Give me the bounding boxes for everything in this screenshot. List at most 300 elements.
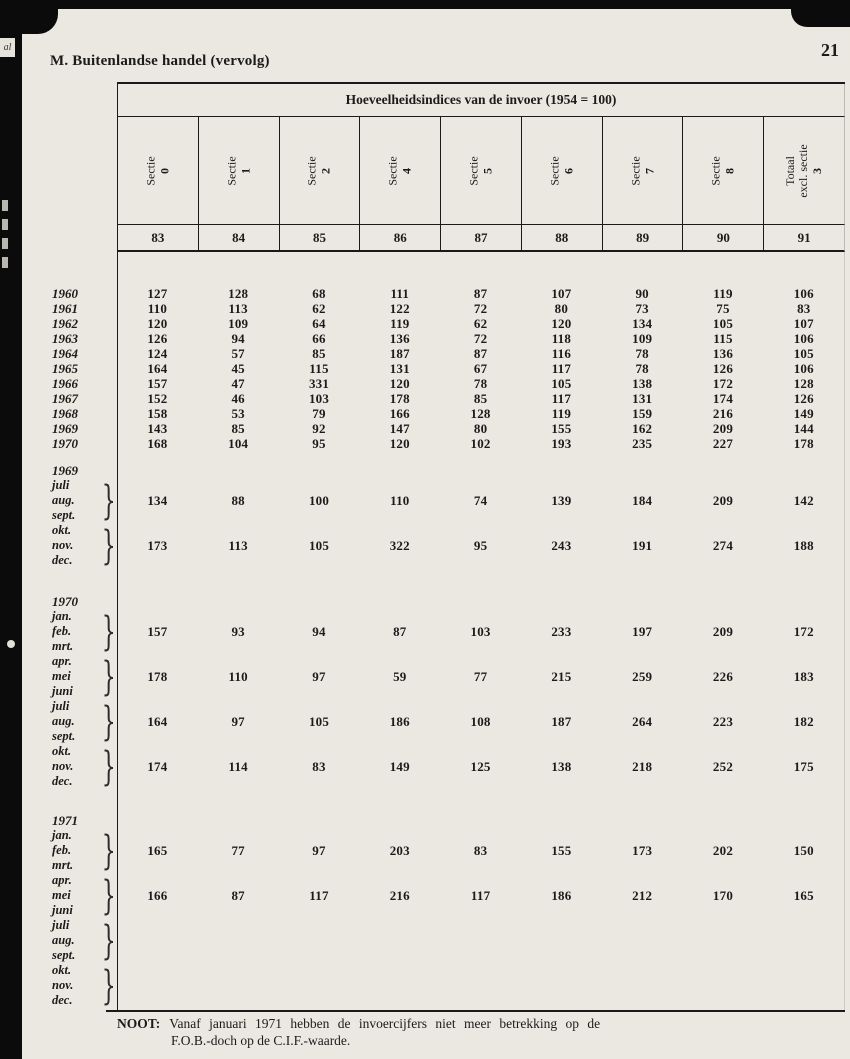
quarter-months	[52, 478, 117, 523]
column-number: 8	[722, 167, 737, 174]
value-cell: 157	[147, 623, 168, 639]
month-stack	[52, 609, 101, 654]
value-cell: 178	[389, 390, 410, 406]
quarter-brace	[101, 873, 117, 918]
value-cell: 126	[793, 390, 814, 406]
yearly-row	[52, 406, 845, 421]
month-label: sept.	[52, 729, 76, 743]
yearly-row	[52, 361, 845, 376]
column-number: 0	[157, 167, 172, 174]
value-cell: 186	[389, 713, 410, 729]
value-cell: 120	[389, 435, 410, 451]
value-cell: 164	[147, 360, 168, 376]
value-cell: 182	[793, 713, 814, 729]
month-label: apr.	[52, 654, 72, 668]
value-cell: 128	[228, 285, 249, 301]
value-cell: 166	[389, 405, 410, 421]
column-header-rotated	[468, 156, 495, 185]
month-stack	[52, 918, 101, 963]
month-label: aug.	[52, 714, 75, 728]
month-label: feb.	[52, 843, 72, 857]
value-cell: 93	[231, 623, 245, 639]
value-cell: 77	[231, 842, 245, 858]
value-cell: 105	[551, 375, 572, 391]
quarter-months	[52, 523, 117, 568]
quarter-row	[52, 654, 845, 699]
value-cell: 157	[147, 375, 168, 391]
value-cell: 120	[551, 315, 572, 331]
yearly-row	[52, 316, 845, 331]
value-cell: 94	[312, 623, 326, 639]
brace-icon: }	[102, 827, 117, 874]
value-cell: 215	[551, 668, 572, 684]
month-label: juni	[52, 903, 73, 917]
value-cell: 78	[635, 345, 649, 361]
quarter-row	[52, 609, 845, 654]
value-cell: 274	[712, 537, 734, 553]
quarter-values	[117, 609, 844, 654]
column-code: 89	[603, 225, 684, 250]
value-cell: 152	[147, 390, 168, 406]
column-code: 83	[118, 225, 199, 250]
value-cell: 203	[389, 842, 410, 858]
month-label: juli	[52, 478, 70, 492]
column-header	[683, 117, 764, 224]
column-label: Sectie	[143, 155, 158, 186]
value-cell: 216	[389, 887, 410, 903]
month-stack	[52, 654, 101, 699]
table-title: Hoeveelheidsindices van de invoer (1954 = 100)	[117, 84, 845, 117]
value-cell: 235	[632, 435, 653, 451]
column-header	[764, 117, 844, 224]
quarter-brace	[101, 654, 117, 699]
month-label: dec.	[52, 993, 73, 1007]
brace-icon: }	[102, 743, 117, 790]
value-cell: 252	[712, 758, 734, 774]
column-header	[199, 117, 280, 224]
value-cell: 106	[793, 360, 814, 376]
quarter-brace	[101, 478, 117, 523]
yearly-row	[52, 376, 845, 391]
quarter-brace	[101, 523, 117, 568]
column-header	[603, 117, 684, 224]
month-stack	[52, 963, 101, 1008]
value-cell: 87	[231, 887, 245, 903]
monthly-sections	[52, 463, 845, 1008]
value-cell: 117	[551, 360, 572, 376]
value-cell: 85	[231, 420, 245, 436]
quarter-row	[52, 699, 845, 744]
value-cell: 162	[632, 420, 653, 436]
yearly-row	[52, 286, 845, 301]
yearly-row	[52, 391, 845, 406]
scan-corner-top-right	[791, 0, 850, 27]
value-cell: 113	[228, 300, 248, 316]
value-cell: 187	[551, 713, 572, 729]
value-cell: 122	[389, 300, 410, 316]
year-label: 1964	[52, 345, 78, 361]
column-label: Sectie	[628, 155, 643, 186]
month-stack	[52, 523, 101, 568]
column-header-rotated	[144, 156, 171, 185]
value-cell: 159	[632, 405, 653, 421]
document-page	[22, 9, 850, 1059]
value-cell: 87	[393, 623, 407, 639]
column-header	[522, 117, 603, 224]
column-code: 85	[280, 225, 361, 250]
value-cell: 172	[793, 623, 814, 639]
value-cell: 80	[473, 420, 488, 436]
quarter-brace	[101, 609, 117, 654]
month-stack	[52, 744, 101, 789]
value-cell: 165	[793, 887, 814, 903]
column-label: Sectie	[466, 155, 481, 186]
value-cell: 103	[308, 390, 330, 406]
scan-artifact	[2, 219, 8, 230]
column-header	[280, 117, 361, 224]
quarter-row	[52, 478, 845, 523]
month-label: dec.	[52, 774, 73, 788]
quarter-brace	[101, 918, 117, 963]
quarter-months	[52, 828, 117, 873]
value-cell: 67	[473, 360, 488, 376]
value-cell: 227	[712, 435, 734, 451]
value-cell: 87	[473, 345, 488, 361]
column-header-rotated	[710, 156, 737, 185]
year-label: 1960	[52, 285, 78, 301]
quarter-values	[117, 478, 844, 523]
value-cell: 155	[551, 842, 572, 858]
value-cell: 202	[712, 842, 734, 858]
quarter-months	[52, 963, 117, 1008]
quarter-row	[52, 873, 845, 918]
value-cell: 95	[312, 435, 326, 451]
value-cell: 85	[473, 390, 488, 406]
value-cell: 47	[231, 375, 245, 391]
column-number: 2	[318, 167, 333, 174]
quarter-brace	[101, 699, 117, 744]
year-label: 1969	[52, 420, 78, 436]
value-cell: 183	[793, 668, 814, 684]
value-cell: 119	[390, 315, 410, 331]
value-cell: 105	[308, 537, 330, 553]
brace-icon: }	[102, 917, 117, 964]
value-cell: 127	[147, 285, 168, 301]
value-cell: 175	[793, 758, 814, 774]
value-cell: 149	[389, 758, 410, 774]
value-cell: 74	[473, 492, 488, 508]
value-cell: 187	[389, 345, 410, 361]
footnote-label: NOOT:	[117, 1016, 161, 1031]
month-label: mei	[52, 888, 71, 902]
value-cell: 106	[793, 285, 814, 301]
column-label: Sectie	[547, 155, 562, 186]
value-cell: 172	[712, 375, 734, 391]
yearly-rows	[52, 286, 845, 451]
value-cell: 165	[147, 842, 168, 858]
year-label: 1971	[52, 813, 78, 828]
value-cell: 80	[554, 300, 569, 316]
month-label: juli	[52, 699, 70, 713]
value-cell: 75	[716, 300, 730, 316]
value-cell: 136	[712, 345, 734, 361]
value-cell: 106	[793, 330, 814, 346]
value-cell: 59	[393, 668, 407, 684]
table-frame	[117, 82, 845, 252]
year-label: 1970	[52, 594, 78, 609]
value-cell: 115	[309, 360, 329, 376]
value-cell: 66	[312, 330, 326, 346]
month-label: nov.	[52, 759, 74, 773]
month-label: okt.	[52, 963, 72, 977]
value-cell: 79	[312, 405, 326, 421]
value-cell: 111	[390, 285, 410, 301]
value-cell: 116	[551, 345, 572, 361]
value-cell: 78	[473, 375, 488, 391]
table-bottom-border	[106, 1010, 845, 1012]
quarter-values	[117, 654, 844, 699]
value-cell: 212	[632, 887, 653, 903]
value-cell: 73	[635, 300, 649, 316]
quarter-months	[52, 699, 117, 744]
year-label: 1962	[52, 315, 78, 331]
month-label: dec.	[52, 553, 73, 567]
column-header-row	[117, 117, 845, 225]
value-cell: 105	[308, 713, 330, 729]
month-label: nov.	[52, 538, 74, 552]
quarter-row	[52, 828, 845, 873]
value-cell: 68	[312, 285, 326, 301]
column-code: 88	[522, 225, 603, 250]
value-cell: 218	[632, 758, 653, 774]
value-cell: 223	[712, 713, 734, 729]
value-cell: 87	[473, 285, 488, 301]
value-cell: 110	[228, 668, 248, 684]
value-cell: 134	[147, 492, 168, 508]
value-cell: 83	[312, 758, 326, 774]
page-number: 21	[821, 40, 839, 60]
value-cell: 94	[231, 330, 245, 346]
value-cell: 233	[551, 623, 572, 639]
month-label: mrt.	[52, 639, 74, 653]
quarter-row	[52, 523, 845, 568]
value-cell: 209	[712, 420, 734, 436]
value-cell: 128	[793, 375, 814, 391]
value-cell: 331	[308, 375, 330, 391]
brace-icon: }	[102, 522, 117, 569]
footnote	[117, 1016, 807, 1049]
value-cell: 197	[632, 623, 653, 639]
value-cell: 168	[147, 435, 168, 451]
value-cell: 136	[389, 330, 410, 346]
value-cell: 131	[632, 390, 653, 406]
value-cell: 134	[632, 315, 653, 331]
month-label: nov.	[52, 978, 74, 992]
scan-artifact	[2, 238, 8, 249]
brace-icon: }	[102, 608, 117, 655]
month-label: jan.	[52, 609, 72, 623]
value-cell: 150	[793, 842, 814, 858]
month-label: juni	[52, 684, 73, 698]
column-number: 1	[238, 167, 253, 174]
value-cell: 83	[797, 300, 811, 316]
value-cell: 115	[713, 330, 733, 346]
value-cell: 114	[228, 758, 248, 774]
month-label: mei	[52, 669, 71, 683]
value-cell: 184	[632, 492, 653, 508]
column-header	[441, 117, 522, 224]
column-header	[118, 117, 199, 224]
month-label: feb.	[52, 624, 72, 638]
value-cell: 119	[551, 405, 572, 421]
value-cell: 62	[473, 315, 488, 331]
value-cell: 173	[147, 537, 168, 553]
brace-icon: }	[102, 698, 117, 745]
yearly-row	[52, 301, 845, 316]
quarter-values	[117, 523, 844, 568]
quarter-months	[52, 918, 117, 963]
value-cell: 125	[470, 758, 491, 774]
value-cell: 131	[389, 360, 410, 376]
value-cell: 259	[632, 668, 653, 684]
monthly-section	[52, 813, 845, 1008]
footnote-line-1	[117, 1016, 807, 1032]
value-cell: 120	[147, 315, 168, 331]
value-cell: 186	[551, 887, 572, 903]
value-cell: 53	[231, 405, 245, 421]
column-header-rotated	[225, 156, 252, 185]
scan-artifact	[2, 200, 8, 211]
monthly-section	[52, 463, 845, 568]
monthly-section	[52, 594, 845, 789]
value-cell: 118	[551, 330, 572, 346]
value-cell: 88	[231, 492, 245, 508]
month-label: juli	[52, 918, 70, 932]
month-label: sept.	[52, 948, 76, 962]
column-code: 86	[360, 225, 441, 250]
value-cell: 102	[470, 435, 491, 451]
month-label: okt.	[52, 744, 72, 758]
column-header-rotated	[629, 156, 656, 185]
column-code: 87	[441, 225, 522, 250]
table-body	[52, 259, 845, 1008]
quarter-months	[52, 873, 117, 918]
value-cell: 144	[793, 420, 814, 436]
value-cell: 178	[793, 435, 814, 451]
column-label: Sectie	[304, 155, 319, 186]
value-cell: 166	[147, 887, 168, 903]
value-cell: 97	[312, 668, 326, 684]
quarter-brace	[101, 963, 117, 1008]
month-stack	[52, 478, 101, 523]
value-cell: 174	[147, 758, 168, 774]
value-cell: 104	[228, 435, 249, 451]
value-cell: 83	[473, 842, 488, 858]
quarter-values	[117, 873, 844, 918]
value-cell: 117	[470, 887, 491, 903]
value-cell: 108	[470, 713, 491, 729]
value-cell: 178	[147, 668, 168, 684]
value-cell: 124	[147, 345, 168, 361]
value-cell: 209	[712, 623, 734, 639]
value-cell: 193	[551, 435, 572, 451]
year-label: 1966	[52, 375, 78, 391]
column-number: 7	[642, 167, 657, 174]
value-cell: 139	[551, 492, 572, 508]
quarter-brace	[101, 828, 117, 873]
month-stack	[52, 873, 101, 918]
value-cell: 243	[551, 537, 572, 553]
yearly-row	[52, 346, 845, 361]
scan-artifact	[7, 640, 15, 648]
column-header-rotated	[306, 156, 333, 185]
yearly-row	[52, 331, 845, 346]
quarter-months	[52, 609, 117, 654]
value-cell: 95	[473, 537, 488, 553]
value-cell: 107	[793, 315, 814, 331]
value-cell: 164	[147, 713, 168, 729]
value-cell: 117	[551, 390, 572, 406]
value-cell: 191	[632, 537, 653, 553]
column-code: 91	[797, 230, 811, 245]
month-label: apr.	[52, 873, 72, 887]
column-label: Sectie	[385, 155, 400, 186]
month-label: mrt.	[52, 858, 74, 872]
column-label: Sectie	[708, 155, 723, 186]
brace-icon: }	[102, 872, 117, 919]
month-label: sept.	[52, 508, 76, 522]
month-label: jan.	[52, 828, 72, 842]
brace-icon: }	[102, 653, 117, 700]
footnote-text-1: Vanaf januari 1971 hebben de invoercijfers niet meer betrekking op de	[169, 1016, 601, 1031]
column-code: 90	[683, 225, 764, 250]
value-cell: 45	[231, 360, 245, 376]
value-cell: 72	[473, 330, 488, 346]
footnote-text-2: F.O.B.-doch op de C.I.F.-waarde.	[171, 1033, 351, 1048]
value-cell: 77	[473, 668, 488, 684]
value-cell: 64	[312, 315, 326, 331]
year-label: 1965	[52, 360, 78, 376]
value-cell: 107	[551, 285, 572, 301]
page-title: M. Buitenlandse handel (vervolg)	[50, 53, 270, 69]
month-label: aug.	[52, 933, 75, 947]
value-cell: 109	[632, 330, 653, 346]
yearly-row	[52, 421, 845, 436]
value-cell: 92	[312, 420, 326, 436]
value-cell: 138	[632, 375, 653, 391]
value-cell: 62	[312, 300, 326, 316]
value-cell: 78	[635, 360, 649, 376]
column-number: 3	[810, 167, 825, 174]
quarter-row	[52, 963, 845, 1008]
column-label: Sectie	[224, 155, 239, 186]
value-cell: 173	[632, 842, 653, 858]
yearly-row	[52, 436, 845, 451]
scan-corner-top-left	[0, 0, 58, 34]
quarter-values	[117, 828, 844, 873]
column-label: Totaal	[783, 155, 798, 186]
value-cell: 158	[147, 405, 168, 421]
scan-artifact	[2, 257, 8, 268]
column-codes-row	[117, 225, 845, 252]
value-cell: 226	[712, 668, 734, 684]
value-cell: 126	[147, 330, 168, 346]
value-cell: 57	[231, 345, 245, 361]
brace-icon: }	[102, 962, 117, 1009]
value-cell: 128	[470, 405, 491, 421]
column-number: 4	[399, 167, 414, 174]
column-code: 84	[199, 225, 280, 250]
